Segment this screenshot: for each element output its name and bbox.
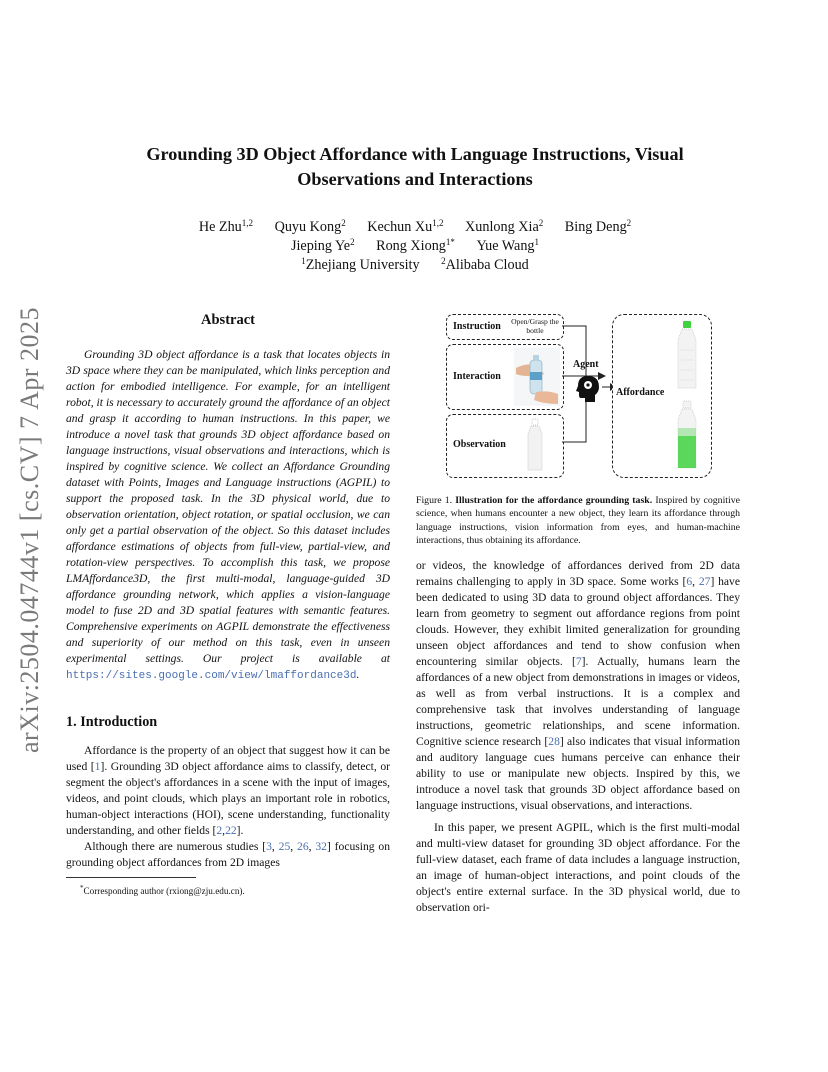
left-column bbox=[66, 312, 390, 897]
interaction-label: Interaction bbox=[453, 371, 501, 382]
affiliations bbox=[120, 256, 710, 275]
agent-label: Agent bbox=[573, 359, 599, 370]
author: Xunlong Xia$^2$ bbox=[465, 218, 544, 235]
citation-link[interactable]: 2 bbox=[216, 824, 223, 837]
author-row-2 bbox=[120, 237, 710, 256]
author: Jieping Ye$^2$ bbox=[290, 237, 355, 254]
affordance-bottle-bottom bbox=[676, 400, 698, 470]
author: Bing Deng$^2$ bbox=[564, 218, 632, 235]
citation-link[interactable]: 3 bbox=[266, 840, 272, 853]
affiliation: $^2$Alibaba Cloud bbox=[441, 256, 529, 273]
footnote: *Corresponding author (rxiong@zju.edu.cn). bbox=[80, 884, 245, 897]
citation-link[interactable]: 22 bbox=[225, 824, 237, 837]
figure-1 bbox=[416, 312, 740, 480]
right-column bbox=[416, 312, 740, 916]
intro-paragraph-2: Although there are numerous studies [3, 25, 26, 32] focusing on grounding object affordances from 2D images bbox=[66, 840, 391, 869]
instruction-text: Open/Grasp the bottle bbox=[511, 317, 559, 335]
author-row-1 bbox=[120, 218, 710, 237]
right-paragraph-1: or videos, the knowledge of affordances derived from 2D data remains challenging to apply in 3D space. Some works [6, 27] have been dedicated to using 3D data to ground object affordances. They learn from geometry to segment out affordance regions from point clouds. However, they exhibit limited generalization for grounding unseen object affordances and tend to show confusion when encountering similar objects. [7]. Actually, humans learn the affordances of a new object from demonstrations in images or videos, as well as from verbal instructions. It is a complex and comprehensive task that involves understanding of language instructions, geometric relationships, and scene information. Cognitive science research [28] also indicates that visual information and auditory language cues humans perceive can enhance their ability to use or manipulate new objects. Inspired by this, we introduce a novel task that grounds 3D object affordance based on language instructions, visual observations, and interactions. bbox=[416, 558, 740, 812]
author: Kechun Xu$^{1,2}$ bbox=[367, 218, 444, 235]
instruction-label: Instruction bbox=[453, 321, 501, 332]
project-link[interactable]: https://sites.google.com/view/lmaffordance3d bbox=[66, 670, 357, 682]
citation-link[interactable]: 32 bbox=[315, 840, 327, 853]
author-block bbox=[120, 218, 710, 275]
arxiv-identifier bbox=[12, 290, 48, 770]
arxiv-identifier-text: arXiv:2504.04744v1 [cs.CV] 7 Apr 2025 bbox=[15, 306, 45, 754]
citation-link[interactable]: 26 bbox=[297, 840, 309, 853]
paper-title-line-1: Grounding 3D Object Affordance with Language Instructions, Visual bbox=[146, 144, 684, 164]
citation-link[interactable]: 1 bbox=[94, 760, 101, 773]
citation-link[interactable]: 25 bbox=[278, 840, 291, 853]
citation-link[interactable]: 27 bbox=[698, 574, 711, 588]
observation-label: Observation bbox=[453, 439, 506, 450]
citation-link[interactable]: 7 bbox=[575, 654, 582, 668]
affordance-label: Affordance bbox=[616, 387, 665, 398]
observation-bottle-image bbox=[526, 418, 544, 472]
author: Quyu Kong$^2$ bbox=[274, 218, 346, 235]
affordance-bottle-top bbox=[676, 320, 698, 390]
right-paragraph-2: In this paper, we present AGPIL, which is the first multi-modal and multi-view dataset for grounding 3D object affordance. For the full-view dataset, each frame of data includes a language instruction, an image of human-object interactions, and point clouds of the object's entire external surface. In the 3D physical world, due to observation ori- bbox=[416, 820, 740, 914]
author: Yue Wang$^1$ bbox=[476, 237, 540, 254]
footnote-rule bbox=[66, 877, 196, 878]
hand-bottle-image bbox=[514, 348, 560, 406]
paper-title-line-2: Observations and Interactions bbox=[297, 169, 533, 189]
section-heading-introduction: 1. Introduction bbox=[66, 714, 158, 730]
author: He Zhu$^{1,2}$ bbox=[198, 218, 254, 235]
abstract-heading: Abstract bbox=[201, 312, 255, 328]
citation-link[interactable]: 6 bbox=[686, 574, 693, 588]
intro-paragraph-1: Affordance is the property of an object that suggest how it can be used [1]. Grounding 3D object affordance aims to classify, detect, or segment the object's affordances in a scene with the input of images, videos, and point clouds, which plays an important role in robotics, human-object interactions (HOI), scene understanding, functionality understanding, and other fields [2,22]. bbox=[66, 744, 390, 837]
author: Rong Xiong$^{1*}$ bbox=[376, 237, 455, 254]
paper-title bbox=[90, 142, 740, 192]
citation-link[interactable]: 28 bbox=[548, 734, 560, 748]
figure-1-caption: Figure 1. Illustration for the affordance grounding task. Inspired by cognitive science, when humans encounter a new object, they learn its affordance through language instructions, vision information from eyes, and human-machine interactions, thus obtaining its affordance. bbox=[416, 495, 740, 547]
affiliation: $^1$Zhejiang University bbox=[301, 256, 420, 273]
abstract-body: Grounding 3D object affordance is a task that locates objects in 3D space where they can be manipulated, which links perception and action for embodied intelligence. For example, for an intelligent robot, it is necessary to accurately ground the affordance of an object and grasp it according to human instructions. In this paper, we introduce a novel task that grounds 3D object affordance based on language instructions, visual observations and interactions, which is inspired by cognitive science. We collect an Affordance Grounding dataset with Points, Images and Language instructions (AGPIL) to support the proposed task. In the 3D physical world, due to observation orientation, object rotation, or spatial occlusion, we can only get a partial observation of the object. So this dataset includes affordance estimations of objects from full-view, partial-view, and rotation-view perspectives. To accomplish this task, we propose LMAffordance3D, the first multi-modal, language-guided 3D affordance grounding network, which applies a vision-language model to fuse 2D and 3D spatial features with semantic features. Comprehensive experiments on AGPIL demonstrate the effectiveness and superiority of our method on this task, even in unseen experimental settings. Our project is available at https://sites.google.com/view/lmaffordance3d. bbox=[66, 348, 390, 682]
agent-head-icon bbox=[574, 374, 602, 404]
